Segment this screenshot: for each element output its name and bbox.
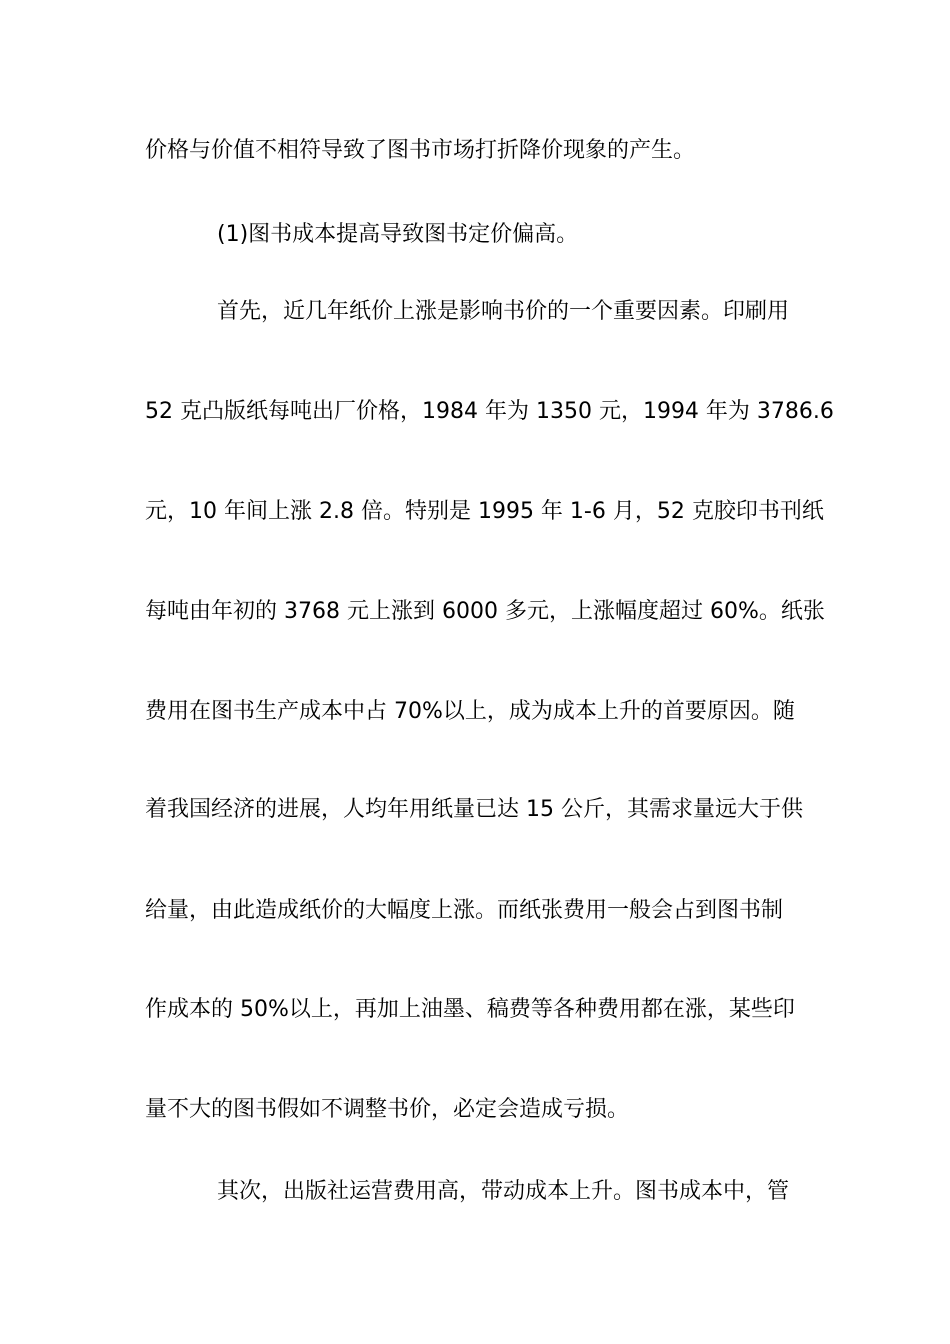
paragraph-line: 每吨由年初的 3768 元上涨到 6000 多元，上涨幅度超过 60%。纸张	[145, 599, 825, 624]
paragraph-line: 给量，由此造成纸价的大幅度上涨。而纸张费用一般会占到图书制	[145, 898, 784, 923]
paragraph-line: 52 克凸版纸每吨出厂价格，1984 年为 1350 元，1994 年为 3786.6	[145, 399, 834, 424]
paragraph-line: 元，10 年间上涨 2.8 倍。特别是 1995 年 1-6 月，52 克胶印书刊纸	[145, 499, 824, 524]
paragraph-line: (1)图书成本提高导致图书定价偏高。	[217, 222, 579, 247]
paragraph-line: 价格与价值不相符导致了图书市场打折降价现象的产生。	[145, 138, 696, 163]
paragraph-line: 量不大的图书假如不调整书价，必定会造成亏损。	[145, 1097, 630, 1122]
paragraph-line: 作成本的 50%以上，再加上油墨、稿费等各种费用都在涨，某些印	[145, 997, 795, 1022]
paragraph-line: 着我国经济的进展，人均年用纸量已达 15 公斤，其需求量远大于供	[145, 797, 803, 822]
paragraph-line: 其次，出版社运营费用高，带动成本上升。图书成本中，管	[217, 1179, 790, 1204]
paragraph-line: 首先，近几年纸价上涨是影响书价的一个重要因素。印刷用	[217, 299, 790, 324]
paragraph-line: 费用在图书生产成本中占 70%以上，成为成本上升的首要原因。随	[145, 699, 795, 724]
